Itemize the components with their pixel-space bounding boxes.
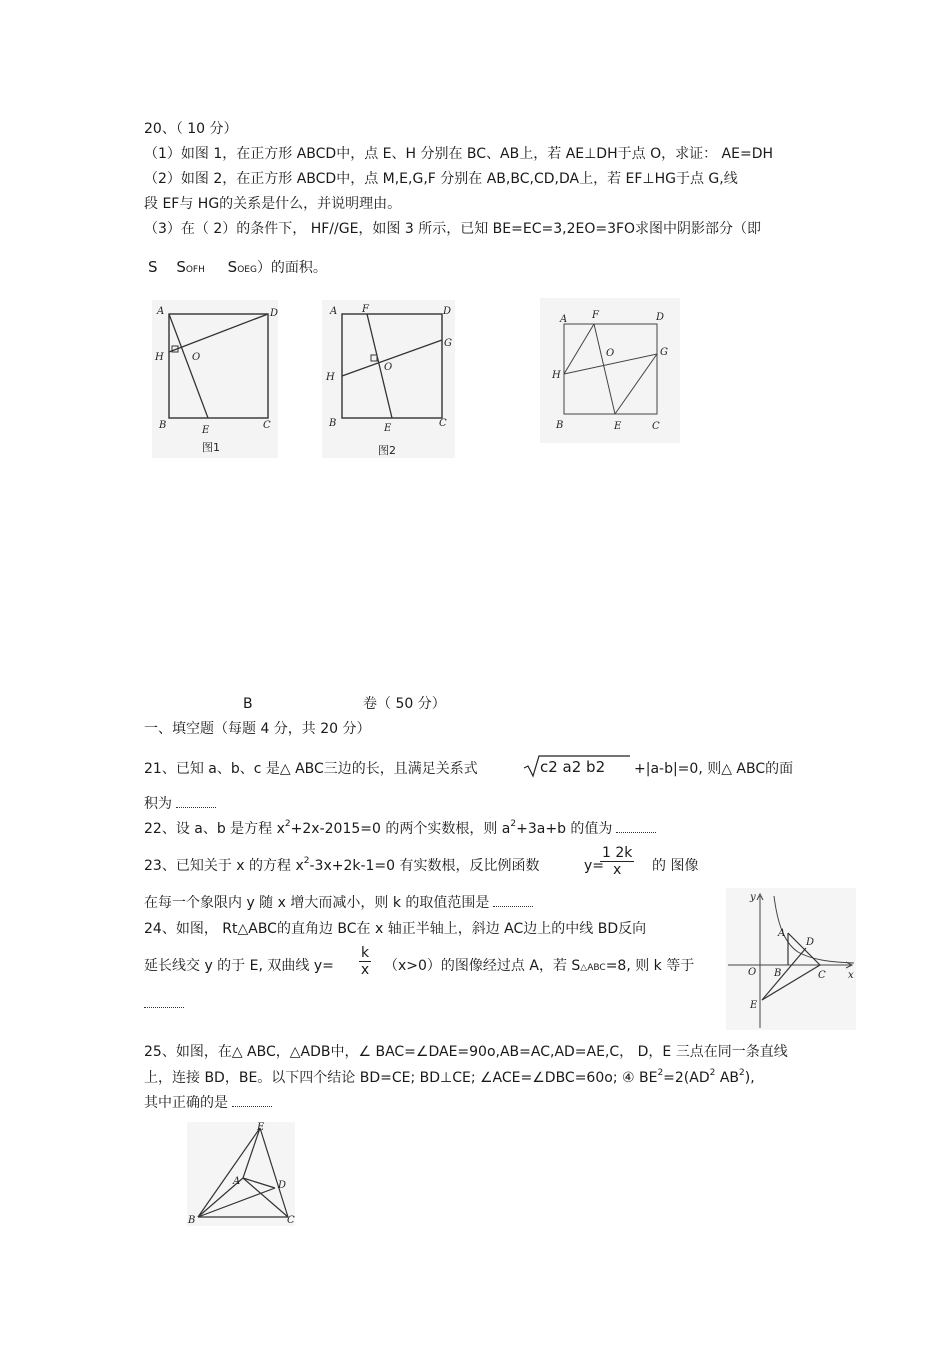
svg-text:H: H [552,370,561,381]
svg-text:G: G [444,338,452,349]
q24-line2-lead: 延长线交 y 的于 E, 双曲线 y= [144,958,334,974]
svg-text:C: C [652,421,660,432]
svg-text:G: G [660,347,668,358]
q20-line4: （3）在（ 2）的条件下， HF//GE，如图 3 所示，已知 BE=EC=3,2EO=3FO求图中阴影部分（即 [144,221,762,237]
q20-line3: 段 EF与 HG的关系是什么，并说明理由。 [144,196,402,212]
figure-3 [540,298,680,443]
svg-text:A: A [778,928,786,939]
q21-line2: 积为 [144,795,216,813]
svg-text:C: C [263,420,271,431]
svg-text:H: H [155,352,164,363]
q20-header: 20、（ 10 分） [144,121,238,137]
q24-figure [726,888,856,1030]
q25-line1: 25、如图，在△ ABC，△ADB中，∠ BAC=∠DAE=90o,AB=AC,AD=AE,C， D，E 三点在同一条直线 [144,1044,788,1060]
svg-text:B: B [774,968,782,979]
svg-text:O: O [748,967,757,978]
svg-text:B: B [556,420,564,431]
svg-text:H: H [326,372,335,383]
q21-tail: +|a-b|=0, 则△ ABC的面 [634,761,794,777]
q23-answer-blank[interactable] [493,896,533,907]
q22-answer-blank[interactable] [616,822,656,833]
svg-text:B: B [329,418,337,429]
svg-text:D: D [278,1180,287,1191]
q24-line1: 24、如图， Rt△ABC的直角边 BC在 x 轴正半轴上，斜边 AC边上的中线 BD反向 [144,921,647,937]
q24-line2-tail: （x>0）的图像经过点 A，若 S△ABC=8, 则 k 等于 [384,958,695,974]
svg-text:A: A [233,1176,241,1187]
svg-text:A: A [157,306,165,317]
svg-text:y: y [750,892,756,903]
q25-answer-blank[interactable] [232,1096,272,1107]
svg-text:D: D [270,308,278,319]
q25-line2: 上，连接 BD，BE。以下四个结论 BD=CE; BD⊥CE; ∠ACE=∠DBC=60o; ④ $BE^2=2(AD^2$ $AB^2$), [144,1068,755,1086]
figure-2-caption: 图2 [378,444,396,457]
svg-text:A: A [560,314,568,325]
svg-text:x: x [848,970,854,981]
svg-text:C: C [287,1215,295,1226]
svg-text:O: O [384,362,393,373]
svg-text:O: O [606,348,615,359]
svg-text:B: B [159,420,167,431]
figure-2 [322,300,455,458]
q20-shaded-area-formula: S SOFH SOEG）的面积。 [148,258,327,276]
svg-text:E: E [257,1122,265,1133]
svg-text:C: C [439,418,447,429]
svg-text:F: F [592,310,599,321]
svg-text:A: A [330,306,338,317]
svg-text:E: E [750,1000,758,1011]
figure-1 [152,300,278,458]
svg-text:D: D [806,937,815,948]
q25-figure [187,1122,295,1226]
svg-text:F: F [362,304,369,315]
svg-text:E: E [384,423,392,434]
q24-line3 [144,995,184,1013]
part-b-label: B [243,696,253,712]
q23-tail: 的 图像 [652,858,699,874]
section-fill-in-blank: 一、填空题（每题 4 分，共 20 分） [144,721,371,737]
q23-text: 23、已知关于 x 的方程 $x^2-3x+2k-1=0$ 有实数根，反比例函数 [144,856,540,874]
q22-text: 22、设 a、b 是方程 $x^2+2x-2015=0$ 的两个实数根，则 $a^2+3a+b$ 的值为 [144,820,656,840]
q24-answer-blank[interactable] [144,997,184,1008]
part-b-score: 卷（ 50 分） [363,696,446,712]
figure-1-caption: 图1 [202,441,220,454]
svg-text:O: O [192,352,201,363]
q25-line3: 其中正确的是 [144,1094,272,1112]
svg-text:B: B [188,1215,196,1226]
q23-yeq: y= [584,858,605,874]
svg-text:C: C [818,970,826,981]
q20-line1: （1）如图 1，在正方形 ABCD中，点 E、H 分别在 BC、AB上，若 AE⊥DH于点 O，求证： AE=DH [144,146,774,162]
q21-answer-blank[interactable] [176,797,216,808]
svg-text:E: E [614,421,622,432]
q23-fraction: $\frac{1 2k}{x}$ [602,845,633,878]
q20-line2: （2）如图 2，在正方形 ABCD中，点 M,E,G,F 分别在 AB,BC,CD,DA上，若 EF⊥HG于点 G,线 [144,171,738,187]
svg-text:D: D [443,306,452,317]
svg-text:E: E [202,425,210,436]
svg-text:D: D [656,312,665,323]
q23-line2: 在每一个象限内 y 随 x 增大而减小，则 k 的取值范围是 [144,894,533,912]
q21-radicand: c2 a2 b2 [540,758,606,776]
q21-text: 21、已知 a、b、c 是△ ABC三边的长，且满足关系式 [144,761,478,777]
q24-fraction: $\frac{k}{x}$ [360,945,370,978]
